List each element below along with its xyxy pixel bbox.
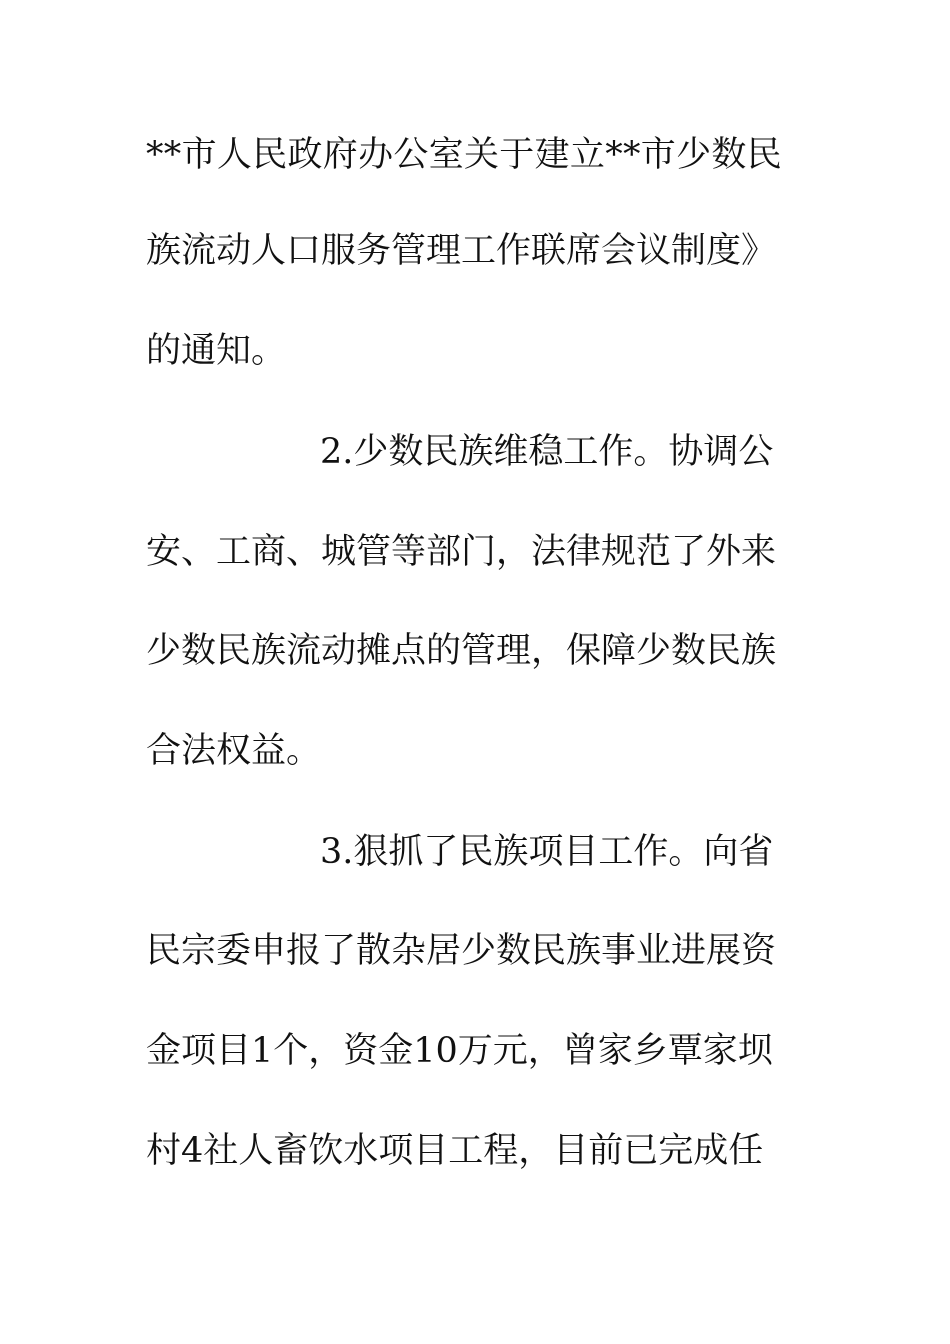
paragraph-line-3: 的通知。 — [146, 331, 287, 371]
paragraph-line-11: 村4社人畜饮水项目工程，目前已完成任 — [146, 1131, 764, 1171]
paragraph-line-9: 民宗委申报了散杂居少数民族事业进展资 — [146, 931, 777, 971]
paragraph-line-2: 族流动人口服务管理工作联席会议制度》 — [146, 231, 777, 271]
paragraph-line-8: 3.狠抓了民族项目工作。向省 — [320, 832, 774, 872]
paragraph-line-7: 合法权益。 — [146, 731, 322, 771]
paragraph-line-6: 少数民族流动摊点的管理，保障少数民族 — [146, 631, 777, 671]
paragraph-line-4: 2.少数民族维稳工作。协调公 — [320, 432, 774, 472]
paragraph-line-5: 安、工商、城管等部门，法律规范了外来 — [146, 532, 777, 572]
paragraph-line-10: 金项目1个，资金10万元，曾家乡覃家坝 — [146, 1031, 773, 1071]
paragraph-line-1: **市人民政府办公室关于建立**市少数民 — [146, 135, 783, 175]
